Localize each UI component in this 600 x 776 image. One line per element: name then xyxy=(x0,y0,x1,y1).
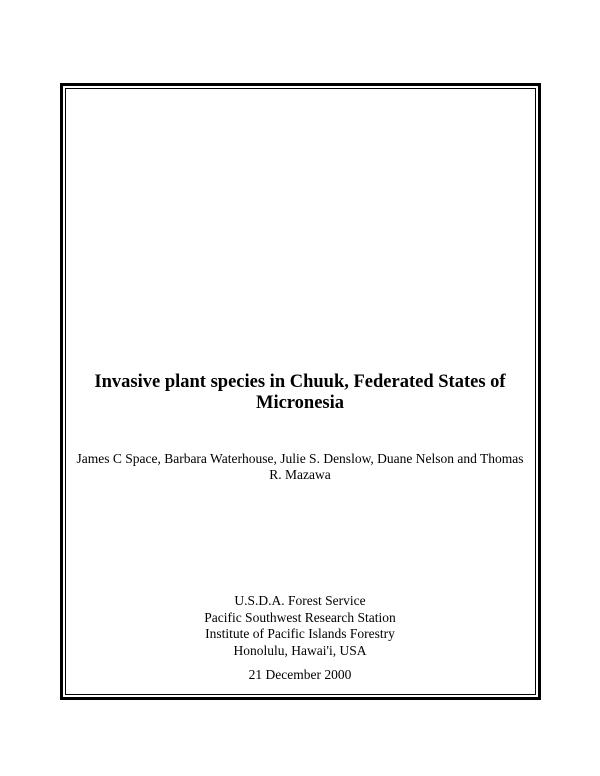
agency-name: U.S.D.A. Forest Service xyxy=(234,593,366,608)
institute-name: Institute of Pacific Islands Forestry xyxy=(205,626,395,641)
station-name: Pacific Southwest Research Station xyxy=(204,609,396,625)
publication-date: 21 December 2000 xyxy=(248,667,352,682)
location-text: Honolulu, Hawai'i, USA xyxy=(233,642,367,658)
author-list: James C Space, Barbara Waterhouse, Julie S. Denslow, Duane Nelson and Thomas R. Mazawa xyxy=(76,451,524,482)
document-title: Invasive plant species in Chuuk, Federated States of Micronesia xyxy=(94,372,506,413)
affiliation-block xyxy=(100,593,500,659)
